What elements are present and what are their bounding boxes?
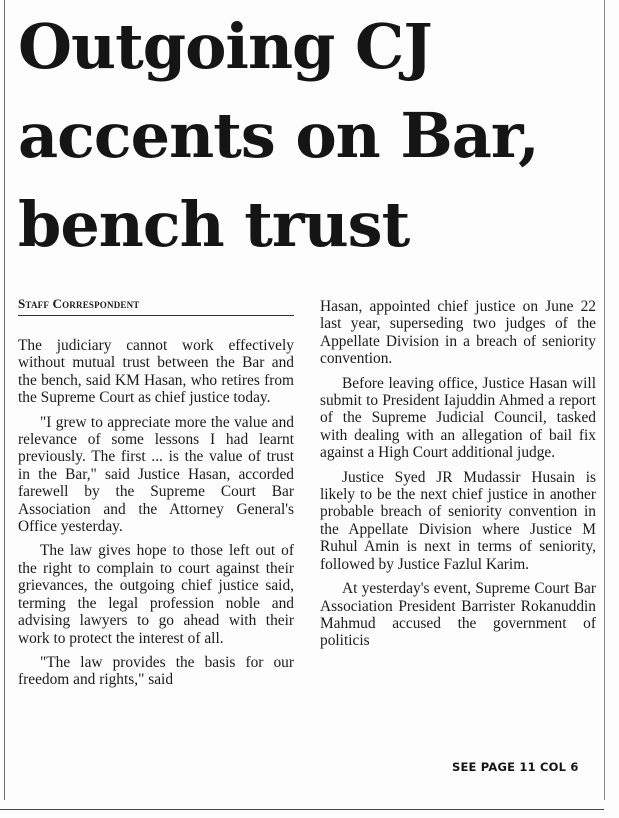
paragraph: "I grew to appreciate more the value and relevance of some lessons I had learnt previously. The first ... is the value of trust in the Bar," said Justice Hasan, accorded farewell by the Supreme Court Bar Association and the Attorney General's Office yesterday.	[18, 413, 294, 536]
article-column-1	[18, 337, 294, 696]
paragraph: Justice Syed JR Mudassir Husain is likely to be the next chief justice in another probable breach of seniority convention in the Appellate Division where Justice M Ruhul Amin is next in terms of seniority, followed by Justice Fazlul Karim.	[320, 468, 596, 573]
paragraph: "The law provides the basis for our freedom and rights," said	[18, 653, 294, 689]
paragraph: Hasan, appointed chief justice on June 22 last year, superseding two judges of the Appellate Division in a breach of seniority convention.	[320, 298, 596, 368]
headline-line-1: Outgoing CJ	[18, 10, 432, 83]
headline	[18, 2, 604, 269]
paragraph: The judiciary cannot work effectively without mutual trust between the Bar and the bench, said KM Hasan, who retires from the Supreme Court as chief justice today.	[18, 337, 294, 407]
headline-line-3: bench trust	[18, 188, 410, 261]
continuation-jump-line: SEE PAGE 11 COL 6	[452, 760, 579, 774]
article-column-2	[320, 298, 596, 657]
byline: Staff Correspondent	[18, 296, 294, 316]
paragraph: The law gives hope to those left out of the right to complain to court against their grievances, the outgoing chief justice said, terming the legal profession noble and advising lawyers to go ahead with their work to protect the interest of all.	[18, 542, 294, 647]
bottom-rule	[0, 809, 604, 810]
headline-line-2: accents on Bar,	[18, 99, 539, 172]
paragraph: Before leaving office, Justice Hasan will submit to President Iajuddin Ahmed a report of the Supreme Judicial Council, tasked with dealing with an allegation of bail fix against a High Court additional judge.	[320, 374, 596, 462]
paragraph: At yesterday's event, Supreme Court Bar Association President Barrister Rokanuddin Mahmud accused the government of politicis	[320, 580, 596, 650]
right-column-rule	[604, 0, 605, 800]
left-column-rule	[4, 0, 5, 800]
